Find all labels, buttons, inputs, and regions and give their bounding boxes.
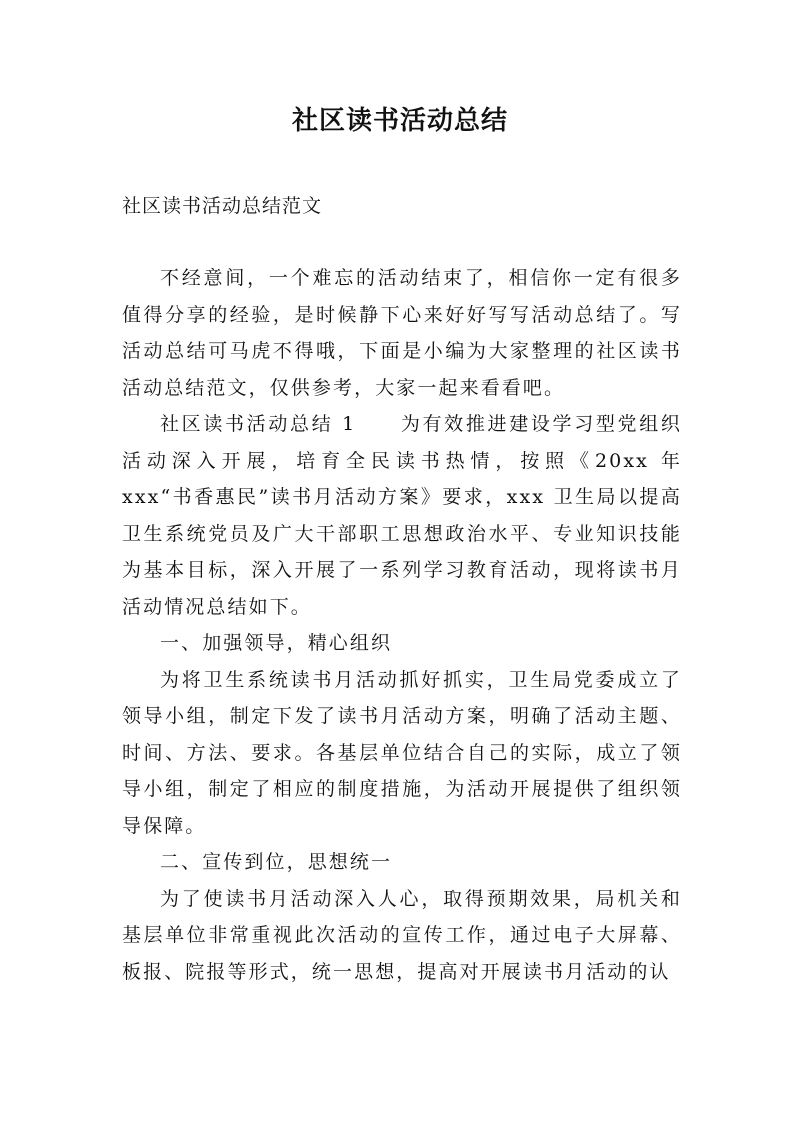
section-1-intro: 为有效推进建设学习型党组织活动深入开展，培育全民读书热情，按照《20xx 年 xxx“书香惠民”读书月活动方案》要求，xxx 卫生局以提高卫生系统党员及广大干部职工思想政治水平、专业知识技能为基本目标，深入开展了一系列学习教育活动，现将读书月活动情况总结如下。 [122, 413, 682, 618]
document-subtitle: 社区读书活动总结范文 [122, 195, 323, 217]
heading-1: 一、加强领导，精心组织 [160, 632, 393, 654]
section-1-heading: 社区读书活动总结 1 [160, 413, 357, 435]
paragraph-1: 为将卫生系统读书月活动抓好抓实，卫生局党委成立了领导小组，制定下发了读书月活动方案，明确了活动主题、时间、方法、要求。各基层单位结合自己的实际，成立了领导小组，制定了相应的制度措施，为活动开展提供了组织领导保障。 [122, 668, 682, 837]
heading-2: 二、宣传到位，思想统一 [160, 851, 393, 873]
document-body [122, 260, 682, 990]
paragraph-2: 为了使读书月活动深入人心，取得预期效果，局机关和基层单位非常重视此次活动的宣传工作，通过电子大屏幕、板报、院报等形式，统一思想，提高对开展读书月活动的认 [122, 887, 682, 983]
intro-paragraph: 不经意间，一个难忘的活动结束了，相信你一定有很多值得分享的经验，是时候静下心来好好写写活动总结了。写活动总结可马虎不得哦，下面是小编为大家整理的社区读书活动总结范文，仅供参考，大家一起来看看吧。 [122, 267, 682, 399]
document-title: 社区读书活动总结 [291, 106, 508, 136]
section-1-paragraph [122, 406, 682, 625]
